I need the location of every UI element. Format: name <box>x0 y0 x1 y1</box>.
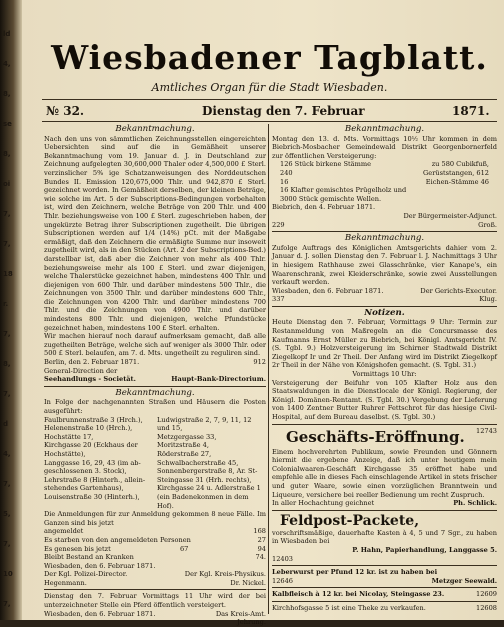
notice-names <box>44 579 266 588</box>
street-entry: Louisenstraße 30 (Hinterh.), <box>44 492 140 501</box>
ad-title: Geschäfts-Eröffnung. <box>286 427 465 446</box>
tally-row <box>44 553 266 562</box>
notice-signature: General-Direction der <box>44 366 118 375</box>
notice-footer <box>272 287 497 296</box>
notice-number: 229 <box>272 220 285 229</box>
street-entry: und 15, <box>157 424 183 433</box>
notice-heading: Bekanntmachung. <box>344 124 425 134</box>
edge-text-fragment: 7, <box>3 540 11 548</box>
edge-text-fragment: 18 <box>3 270 13 278</box>
wood-cell: 126 Stück birkene Stämme <box>280 160 372 169</box>
street-entry: Hochstätte 17, <box>44 432 94 441</box>
tally-cell: angemeldet <box>44 527 84 536</box>
ad-name: Ph. Schlick. <box>453 499 497 508</box>
notice-number: 337 <box>272 295 285 304</box>
street-entry: geschlossenen 3. Stock), <box>44 467 127 476</box>
ad-line <box>272 590 497 599</box>
edge-text-fragment: 7, <box>3 210 11 218</box>
edge-text-fragment: d <box>3 420 9 428</box>
street-entry: Kirchgasse 24 u. Adlerstraße 1 <box>157 484 261 493</box>
divider <box>44 386 266 387</box>
edge-text-fragment: 7, <box>3 240 11 248</box>
notice-heading: Bekanntmachung. <box>344 233 425 244</box>
notice-signatories <box>44 375 266 384</box>
wood-row <box>272 160 497 169</box>
tally-cell: 67 <box>179 544 189 553</box>
notice-footer <box>44 358 266 367</box>
notice-text: Die Anmeldungen für zur Anmeldung gekommen 8 neue Fälle. Im Ganzen sind bis jetzt <box>44 510 266 527</box>
edge-text-fragment: 4, <box>3 60 11 68</box>
edge-text-fragment: 10 <box>3 570 13 578</box>
column-separator <box>268 124 269 614</box>
street-entry: Moritzstraße 4, <box>157 441 209 450</box>
masthead-subtitle: Amtliches Organ für die Stadt Wiesbaden. <box>151 81 388 94</box>
ad-header <box>272 427 497 448</box>
street-entry: Faulbrunnenstraße 3 (Hrch.), <box>44 415 143 424</box>
notice-place-date: Biebrich, den 4. Februar 1871. <box>272 203 376 212</box>
signatory-left: Seehandlungs - Societät. <box>44 375 136 384</box>
ad-text: Kirchhofsgasse 5 ist eine Theke zu verkaufen. <box>272 603 426 612</box>
notice-place-date: Wiesbaden, den 6. Februar 1871. <box>44 561 156 570</box>
wood-list <box>272 160 497 203</box>
notice-number: 912 <box>253 358 266 367</box>
tally-cell: 168 <box>253 527 266 536</box>
ad-footer <box>272 499 497 508</box>
notice-heading: Bekanntmachung. <box>115 387 195 398</box>
notice-signature: Das Kreis-Amt. <box>215 609 266 618</box>
notice-footer <box>272 295 497 304</box>
street-entry: Schwalbacherstraße 45, <box>157 458 239 467</box>
tally-cell: 74. <box>255 553 266 562</box>
street-entry: Röderstraße 27, <box>157 449 212 458</box>
edge-text-fragment: 7, <box>3 600 11 608</box>
divider <box>272 306 497 307</box>
notice-name: Groß. <box>478 220 497 229</box>
left-column <box>44 124 266 627</box>
ad-number: 12646 <box>272 576 293 585</box>
wood-row <box>272 178 497 187</box>
notice-name: Klug. <box>479 295 497 304</box>
notice-text: Nach den uns von sämmtlichen Zeichnungsstellen eingereichten Uebersichten sind auf die in Gemäßheit unserer Bekanntmachung vom 19. Januar d. J. in Deutschland zur Zeichnung aufgelegten 30,600,000 Thaler oder 4,500,000 £ Sterl. verzinslicher 5% ige Schatzanweisungen des Norddeutschen Bundes II. Emission 120,675,000 Thlr. und 942,870 £ Sterl. gezeichnet worden. In Gemäßheit derselben, der kleinen Beträge, wie solche im Art. 5 der Subscriptions-Bedingungen vorbehalten ist, wird den Zeichnern, welche Beträge von 200 Thlr. und 400 Thlr. beziehungsweise von 100 £ Sterl. zugeschrieben haben, der ungekürzte Betrag ihrer Subscriptionen zugetheilt. Die übrigen Subscriptionen werden auf 1/4 (14%) pCt. mit der Maßgabe ermäßigt, daß den Zeichnern die ermäßigte Summe nur insoweit zugetheilt wird, als in den Stücken (Art. 2 der Subscriptions-Bed.) darstellbar ist, daß aber die Zeichner von mehr als 400 Thlr. beziehungsweise mehr als 100 £ Sterl. und zwar diejenigen, welche Thalerstücke gezeichnet haben, mindestens 400 Thlr. und diejenigen von 600 Thlr. und darüber mindestens 500 Thlr., die Zeichnungen von 3500 Thlr. und darüber mindestens 600 Thlr., die Zeichnungen von 4200 Thlr. und darüber mindestens 700 Thlr. und die Zeichnungen von 4900 Thlr. und darüber mindestens 800 Thlr. und diejenigen, welche Pfundstücke gezeichnet haben, mindestens 100 £ Sterl. erhalten. <box>44 134 266 332</box>
ad-footer <box>272 577 497 586</box>
notice-heading: Notizen. <box>364 307 405 318</box>
notice-text: Montag den 13. d. Mts. Vormittags 10½ Uhr kommen in dem Biebrich-Mosbacher Gemeindewald Distrikt Georgenbornerfeld zur öffentlichen Versteigerung: <box>272 134 497 160</box>
edge-text-fragment: oi <box>3 180 11 188</box>
tally-cell: Bleibt Bestand an Kranken <box>44 553 134 562</box>
street-entry: Langgasse 16, 29, 43 (im ab- <box>44 458 141 467</box>
divider <box>272 587 497 588</box>
street-entry: Metzgergasse 33, <box>157 432 217 441</box>
edge-text-fragment: 7, <box>3 330 11 338</box>
tally-cell: Es genesen bis jetzt <box>44 544 111 553</box>
street-entry: Helenenstraße 10 (Hrch.), <box>44 424 133 433</box>
ad-closing: In aller Hochachtung geichnet <box>272 499 375 508</box>
street-entry: stehendes Gartenhaus), <box>44 484 124 493</box>
wood-row <box>272 169 497 178</box>
wood-cell: 240 <box>280 168 293 177</box>
edge-text-fragment: r. <box>3 300 9 308</box>
previous-page-edge <box>0 0 22 620</box>
street-entry: Ludwigstraße 2, 7, 9, 11, 12 <box>157 415 252 424</box>
notice-name: Jehrung. <box>237 618 266 627</box>
edge-text-fragment: 7, <box>3 390 11 398</box>
issue-number: № 32. <box>46 104 85 118</box>
notice-text: Zufolge Auftrags des Königlichen Amtsgerichts dahier vom 2. Januar d. J. sollen Dienstag den 7. Februar l. J. Nachmittags 3 Uhr in hiesigem Rathhause zwei Glasschränke, vier Kanape's, ein Waarenschrank, zwei Kleiderschränke, sowie zwei Ausstellungen verkauft werden. <box>272 243 497 287</box>
masthead-rule-top <box>42 99 497 100</box>
wood-cell: zu 580 Cubikfuß, <box>431 160 489 169</box>
edge-text-fragment: 8, <box>3 360 11 368</box>
tally-row <box>44 545 266 554</box>
notice-heading: Bekanntmachung. <box>115 124 195 134</box>
divider <box>44 589 266 590</box>
divider <box>272 231 497 232</box>
ad-name: Metzger Seewald. <box>431 576 497 585</box>
street-entry: Steingasse 31 (Hrh. rechts), <box>157 475 252 484</box>
wood-row <box>272 186 497 195</box>
right-column <box>272 124 497 613</box>
edge-text-fragment: ld <box>3 30 11 38</box>
ad-name: P. Hahn, Papierhandlung, Langgasse 5. <box>352 545 497 554</box>
divider <box>272 510 497 511</box>
street-entry: Kirchgasse 20 (Eckhaus der <box>44 441 138 450</box>
ad-text: Kalbfleisch à 12 kr. bei Nicolay, Steingasse 23. <box>272 590 445 599</box>
ad-number: 12743 <box>476 426 497 435</box>
ad-line <box>272 604 497 613</box>
street-entry: Hochstätte), <box>44 449 86 458</box>
notice-signature: Der Gerichts-Executor. <box>420 286 497 295</box>
notice-place-date: Berlin, den 2. Februar 1871. <box>44 358 140 367</box>
notice-footer <box>44 610 266 619</box>
ad-text: vorschriftsmäßige, dauerhafte Kasten à 4, 5 und 7 Sgr., zu haben in Wiesbaden bei <box>272 528 497 546</box>
signatory-right: Der Kgl. Kreis-Physikus. <box>184 570 266 579</box>
issue-year: 1871. <box>452 104 490 118</box>
tally-row <box>44 536 266 545</box>
ad-number: 12608 <box>476 603 497 612</box>
name-left: Hegenmann. <box>44 578 87 587</box>
edge-text-fragment: 4, <box>3 450 11 458</box>
name-right: Dr. Nickel. <box>230 578 266 587</box>
newspaper-sheet <box>22 0 504 627</box>
street-entry: (ein Badenekonmen in dem Hof). <box>157 492 249 510</box>
wood-row <box>272 195 497 204</box>
notice-text: Wir machen hierauf noch darauf aufmerksam gemacht, daß alle zugetheilten Beträge, welche sich auf weniger als 3000 Thlr. oder 500 £ Sterl. belaufen, am 7. d. Mts. ungetheilt zu reguliren sind. <box>44 332 266 358</box>
issue-bar <box>42 101 497 121</box>
masthead-rule-bottom <box>42 121 497 122</box>
edge-text-fragment: se <box>3 120 12 128</box>
divider <box>272 601 497 602</box>
tally-cell: Es starben von den angemeldeten Personen <box>44 535 191 544</box>
divider <box>272 424 497 425</box>
tally-cell: 94 <box>257 544 266 553</box>
edge-text-fragment: 7, <box>3 480 11 488</box>
divider <box>272 565 497 566</box>
notice-footer <box>272 221 497 230</box>
notice-place-date: Wiesbaden, den 6. Februar 1871. <box>272 286 384 295</box>
wood-cell: 3000 Stück gemischte Wellen. <box>280 194 382 203</box>
notice-signatures <box>44 570 266 579</box>
wood-cell: Gerüststangen, 612 <box>423 168 489 177</box>
street-list <box>44 416 266 511</box>
notice-text: Heute Dienstag den 7. Februar, Vormittags 9 Uhr: Termin zur Restanmeldung von Maßregeln an die Concursmasse des Kaufmanns Ernst Müller zu Biebrich, bei Königl. Amtsgericht IV. (S. Tgbl. 9.) Holzversteigerung im Schirner Stadtwald Distrikt Ziegelkopf Ir und 2r Theil. Der Anfang wird im Distrikt Ziegelkopf 2r Theil in der Nähe von Königshofen gemacht. (S. Tgbl. 31.) <box>272 318 497 370</box>
ad-number: 12609 <box>476 590 497 599</box>
tally-row <box>44 527 266 536</box>
ad-title: Feldpost-Packete, <box>280 512 420 529</box>
notice-text: Versteigerung der Beifuhr von 105 Klafter Holz aus den Staatswaldungen in die Dienstlocale der Königl. Regierung, der Königl. Domänen-Rentamt. (S. Tgbl. 30.) Vergebung der Lieferung von 1400 Zentner Butter Ruhrer Fettschrot für das hiesige Civil-Hospital, auf dem Bureau daselbst. (S. Tgbl. 30.) <box>272 378 497 421</box>
ad-text: Leberwurst per Pfund 12 kr. ist zu haben bei <box>272 568 438 577</box>
notice-text: In Folge der nachgenannten Straßen und Häusern die Posten ausgeführt: <box>44 398 266 415</box>
notice-text: Dienstag den 7. Februar Vormittags 11 Uhr wird der bei unterzeichneter Stelle ein Pferd öffentlich versteigert. <box>44 592 266 610</box>
signatory-left: Der Kgl. Polizei-Director. <box>44 570 128 579</box>
street-entry: Lehrstraße 8 (Hinterh., allein- <box>44 475 146 484</box>
tally-cell: 27 <box>257 535 266 544</box>
street-entry: Sonnenbergerstraße 8, Ar. St- <box>157 467 258 476</box>
ad-text: Einem hochverehrten Publikum, sowie Freunden und Gönnern hiermit die ergebene Anzeige, daß ich unter heutigem mein Colonialwaaren-Geschäft Kirchgasse 35 eröffnet habe und empfehle alle in dieses Fach einschlagende Artikel in stets frischer und guter Waare, sowie einen vorzüglichen Branntwein und Liqueure, versichere bei reeller Bedienung um recht Zuspruch. <box>272 447 497 499</box>
issue-date: Dienstag den 7. Februar <box>202 104 365 118</box>
edge-text-fragment: 8, <box>3 150 11 158</box>
wood-cell: Eichen-Stämme 46 <box>425 177 489 186</box>
notice-signature: Der Bürgermeister-Adjunct. <box>403 211 497 220</box>
edge-text-fragment: 8, <box>3 90 11 98</box>
notice-time: Vormittags 10 Uhr: <box>352 370 417 379</box>
wood-cell: 16 <box>280 177 289 186</box>
masthead-title: Wiesbadener Tagblatt. <box>51 38 488 77</box>
signatory-right: Haupt-Bank-Directorium. <box>171 375 266 384</box>
wood-cell: 16 Klafter gemischtes Prügelholz und <box>280 186 407 195</box>
ad-number: 12403 <box>272 554 293 563</box>
edge-text-fragment: 5, <box>3 510 11 518</box>
notice-place-date: Wiesbaden, den 6. Februar 1871. <box>44 609 156 618</box>
tally-table <box>44 527 266 561</box>
